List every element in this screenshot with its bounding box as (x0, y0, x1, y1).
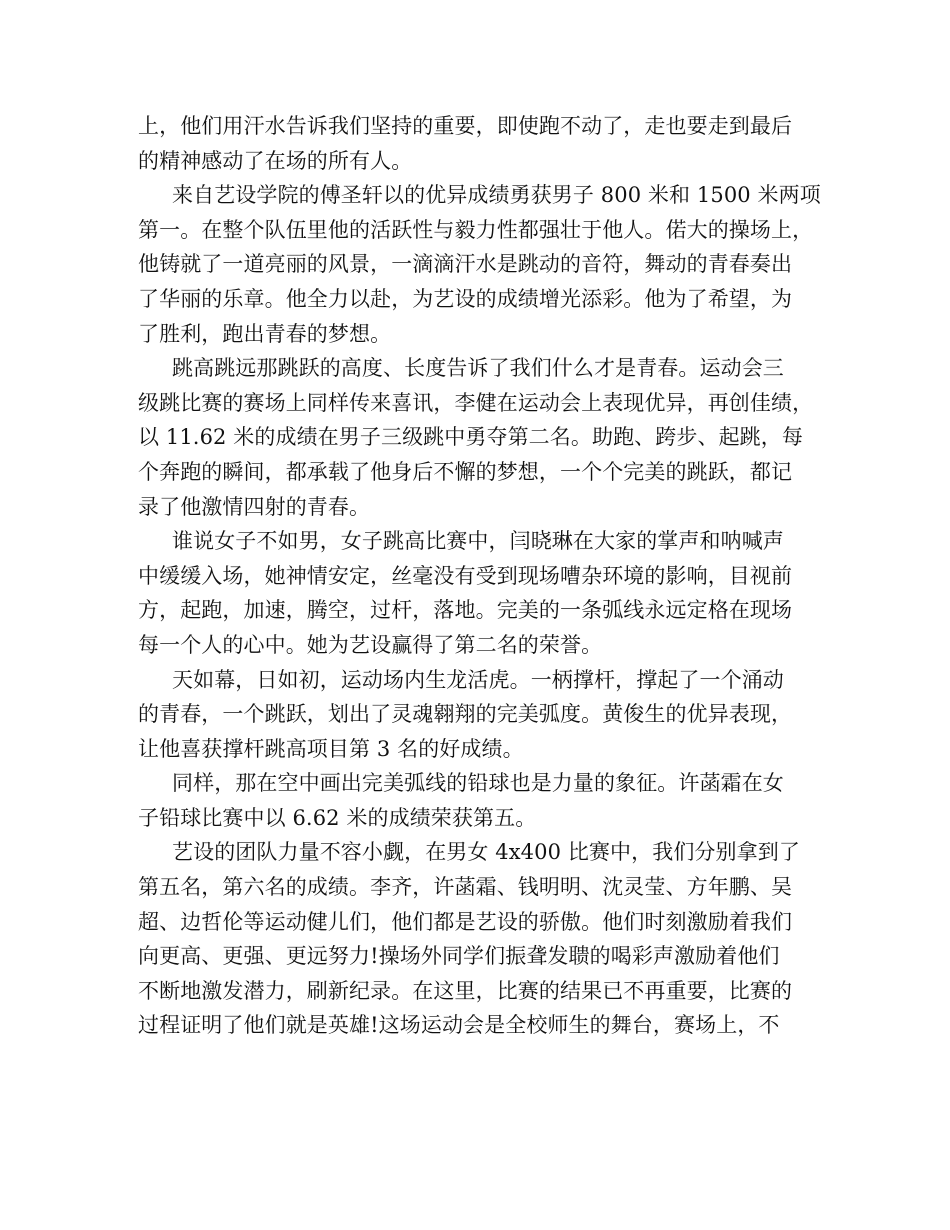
text-line: 超、边哲伦等运动健儿们，他们都是艺设的骄傲。他们时刻激励着我们 (138, 909, 793, 934)
text-line: 第五名，第六名的成绩。李齐，许菡霜、钱明明、沈灵莹、方年鹏、吴 (138, 875, 793, 900)
text-line: 的精神感动了在场的所有人。 (138, 148, 413, 173)
text-line: 以 11.62 米的成绩在男子三级跳中勇夺第二名。助跑、跨步、起跳，每 (138, 425, 803, 450)
text-line: 让他喜获撑杆跳高项目第 3 名的好成绩。 (138, 736, 524, 761)
article-body (138, 109, 821, 1043)
text-line: 艺设的团队力量不容小觑，在男女 4x400 比赛中，我们分别拿到了 (172, 840, 800, 865)
text-line: 方，起跑，加速，腾空，过杆，落地。完美的一条弧线永远定格在现场 (138, 598, 793, 623)
text-line: 向更高、更强、更远努力!操场外同学们振聋发聩的喝彩声激励着他们 (138, 944, 780, 969)
text-line: 个奔跑的瞬间，都承载了他身后不懈的梦想，一个个完美的跳跃，都记 (138, 459, 793, 484)
text-line: 跳高跳远那跳跃的高度、长度告诉了我们什么才是青春。运动会三 (172, 356, 784, 381)
text-line: 中缓缓入场，她神情安定，丝毫没有受到现场嘈杂环境的影响，目视前 (138, 563, 793, 588)
text-line: 了胜利，跑出青春的梦想。 (138, 321, 392, 346)
text-line: 谁说女子不如男，女子跳高比赛中，闫晓琳在大家的掌声和呐喊声 (172, 529, 784, 554)
text-line: 第一。在整个队伍里他的活跃性与毅力性都强壮于他人。偌大的操场上， (138, 217, 814, 242)
text-line: 上，他们用汗水告诉我们坚持的重要，即使跑不动了，走也要走到最后 (138, 114, 793, 138)
text-line: 级跳比赛的赛场上同样传来喜讯，李健在运动会上表现优异，再创佳绩， (138, 390, 814, 415)
text-line: 来自艺设学院的傅圣轩以的优异成绩勇获男子 800 米和 1500 米两项 (172, 183, 821, 208)
text-line: 每一个人的心中。她为艺设赢得了第二名的荣誉。 (138, 632, 603, 657)
text-line: 不断地激发潜力，刷新纪录。在这里，比赛的结果已不再重要，比赛的 (138, 978, 793, 1003)
text-line: 了华丽的乐章。他全力以赴，为艺设的成绩增光添彩。他为了希望，为 (138, 286, 793, 311)
text-line: 天如幕，日如初，运动场内生龙活虎。一柄撑杆，撑起了一个涌动 (172, 667, 784, 692)
text-line: 同样，那在空中画出完美弧线的铅球也是力量的象征。许菡霜在女 (172, 771, 784, 796)
text-line: 的青春，一个跳跃，划出了灵魂翱翔的完美弧度。黄俊生的优异表现， (138, 702, 793, 727)
text-line: 录了他激情四射的青春。 (138, 494, 371, 519)
text-line: 过程证明了他们就是英雄!这场运动会是全校师生的舞台，赛场上，不 (138, 1013, 780, 1038)
text-line: 子铅球比赛中以 6.62 米的成绩荣获第五。 (138, 805, 537, 830)
text-line: 他铸就了一道亮丽的风景，一滴滴汗水是跳动的音符，舞动的青春奏出 (138, 252, 793, 277)
